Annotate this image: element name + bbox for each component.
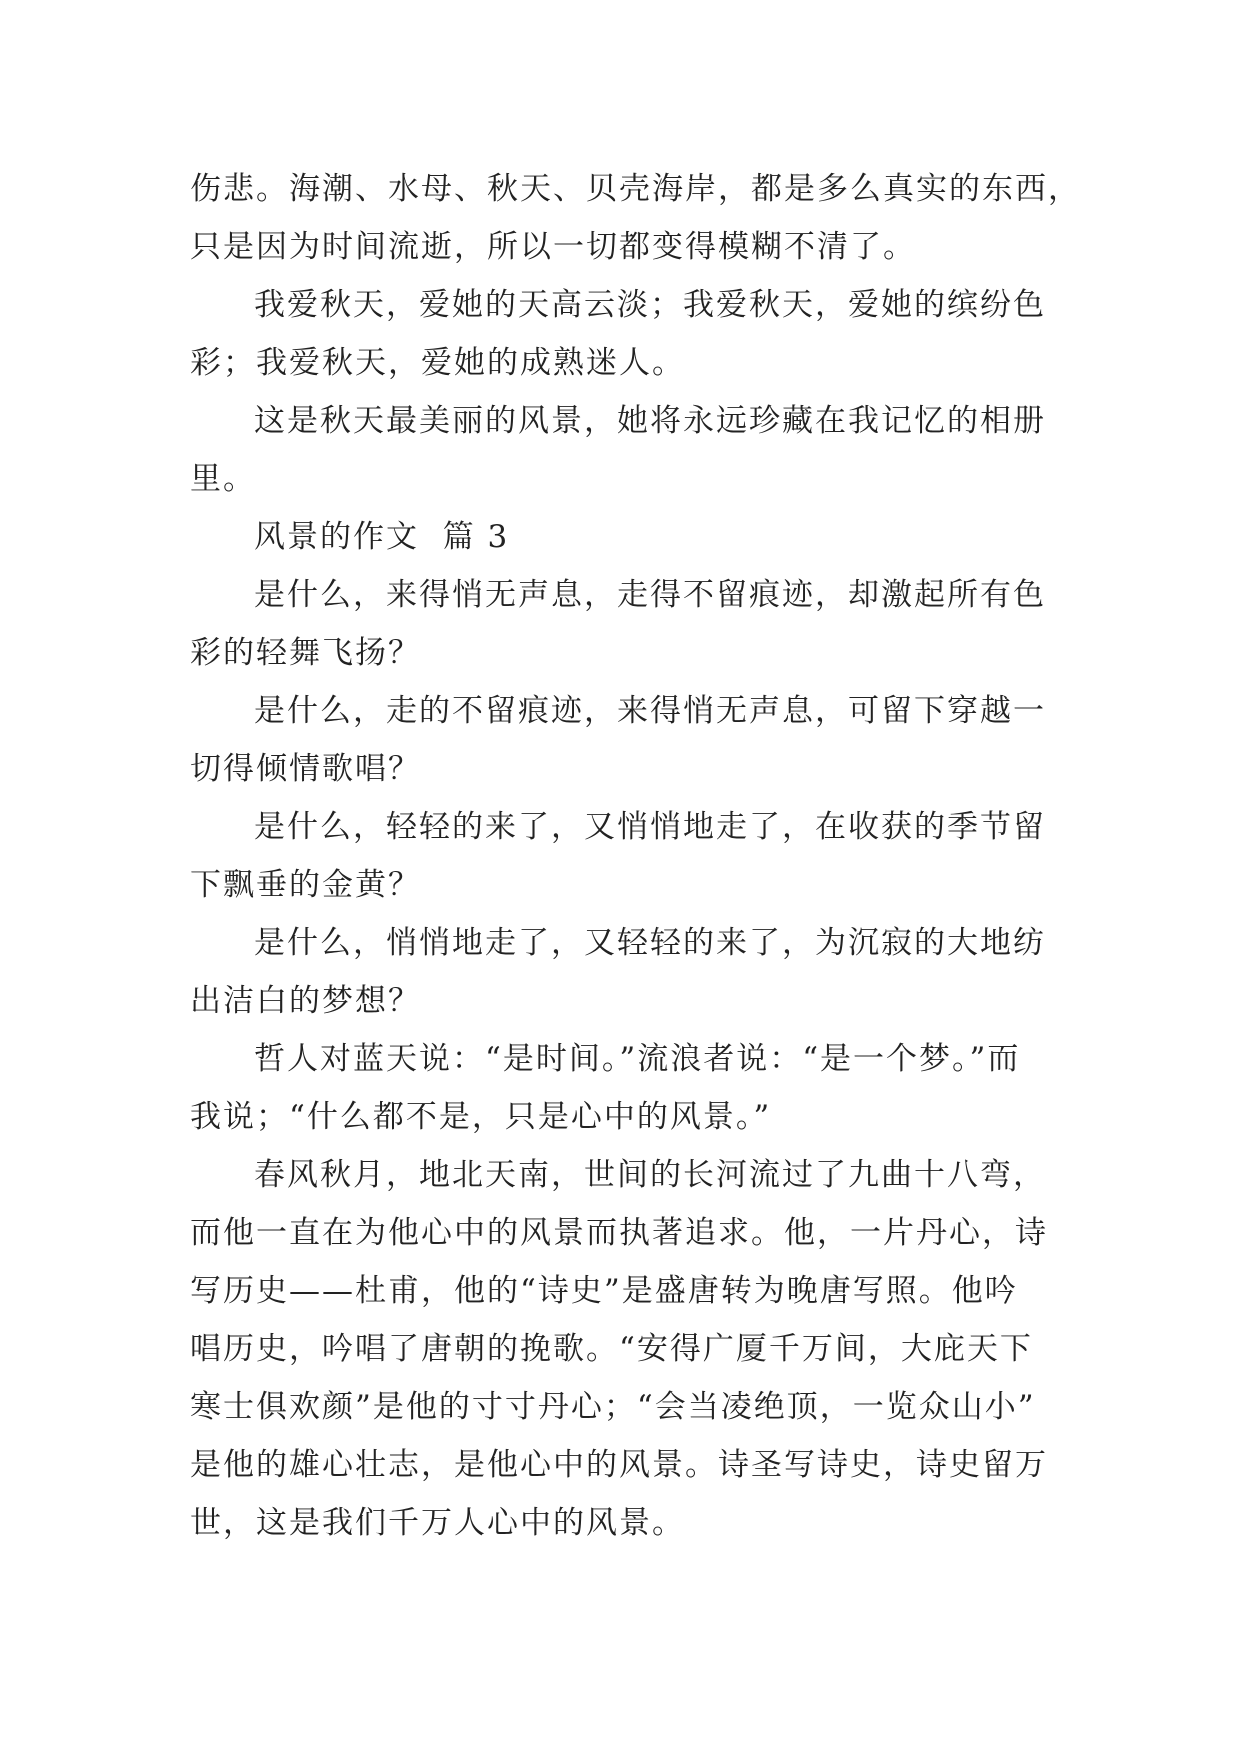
text-line: 写历史——杜甫，他的“诗史”是盛唐转为晚唐写照。他吟 <box>190 1273 1018 1309</box>
text-line: 哲人对蓝天说：“是时间。”流浪者说：“是一个梦。”而 <box>254 1041 1021 1077</box>
text-line: 是他的雄心壮志，是他心中的风景。诗圣写诗史，诗史留万 <box>190 1447 1048 1483</box>
text-line: 是什么，来得悄无声息，走得不留痕迹，却激起所有色 <box>254 577 1046 613</box>
text-line: 是什么，走的不留痕迹，来得悄无声息，可留下穿越一 <box>254 693 1046 729</box>
text-line: 切得倾情歌唱？ <box>190 751 421 787</box>
text-line: 我说；“什么都不是，只是心中的风景。” <box>190 1099 772 1135</box>
document-body <box>190 160 1081 1552</box>
section-heading: 风景的作文 篇 3 <box>254 519 510 555</box>
text-line: 世，这是我们千万人心中的风景。 <box>190 1505 685 1541</box>
text-line: 我爱秋天，爱她的天高云淡；我爱秋天，爱她的缤纷色 <box>254 287 1046 323</box>
text-line: 里。 <box>190 461 256 497</box>
text-line: 彩；我爱秋天，爱她的成熟迷人。 <box>190 345 685 381</box>
text-line: 伤悲。海潮、水母、秋天、贝壳海岸，都是多么真实的东西， <box>190 171 1081 207</box>
text-line: 是什么，悄悄地走了，又轻轻的来了，为沉寂的大地纺 <box>254 925 1046 961</box>
text-line: 这是秋天最美丽的风景，她将永远珍藏在我记忆的相册 <box>254 403 1046 439</box>
text-line: 唱历史，吟唱了唐朝的挽歌。“安得广厦千万间，大庇天下 <box>190 1331 1033 1367</box>
text-line: 彩的轻舞飞扬？ <box>190 635 421 671</box>
text-line: 而他一直在为他心中的风景而执著追求。他，一片丹心，诗 <box>190 1215 1048 1251</box>
text-line: 是什么，轻轻的来了，又悄悄地走了，在收获的季节留 <box>254 809 1046 845</box>
text-line: 寒士俱欢颜”是他的寸寸丹心；“会当凌绝顶，一览众山小” <box>190 1389 1036 1425</box>
text-line: 只是因为时间流逝，所以一切都变得模糊不清了。 <box>190 229 916 265</box>
text-line: 春风秋月，地北天南，世间的长河流过了九曲十八弯， <box>254 1157 1046 1193</box>
text-line: 出洁白的梦想？ <box>190 983 421 1019</box>
text-line: 下飘垂的金黄？ <box>190 867 421 903</box>
